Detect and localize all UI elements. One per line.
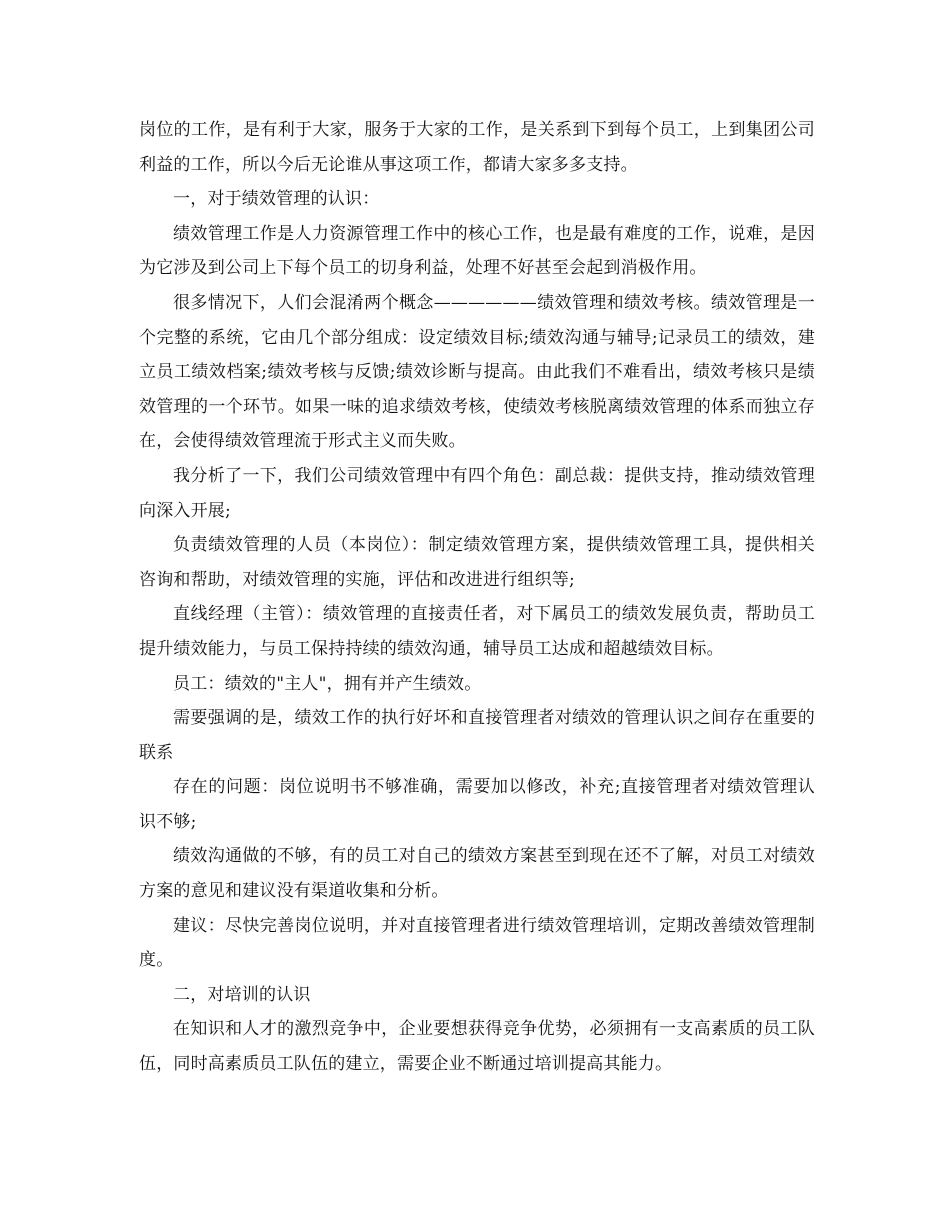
- section-heading-performance: 一，对于绩效管理的认识：: [173, 189, 380, 210]
- paragraph-continued: 岗位的工作，是有利于大家，服务于大家的工作，是关系到下到每个员工，上到集团公司利益的工作，所以今后无论谁从事这项工作，都请大家多多支持。: [139, 120, 815, 175]
- paragraph: 在知识和人才的激烈竞争中，企业要想获得竞争优势，必须拥有一支高素质的员工队伍，同时高素质员工队伍的建立，需要企业不断通过培训提高其能力。: [139, 1019, 815, 1075]
- paragraph: 绩效管理工作是人力资源管理工作中的核心工作，也是最有难度的工作，说难，是因为它涉及到公司上下每个员工的切身利益，处理不好甚至会起到消极作用。: [139, 223, 815, 279]
- paragraph: 存在的问题：岗位说明书不够准确，需要加以修改，补充;直接管理者对绩效管理认识不够;: [139, 777, 815, 832]
- section-heading-training: 二，对培训的认识: [173, 984, 311, 1005]
- paragraph: 直线经理（主管）：绩效管理的直接责任者，对下属员工的绩效发展负责，帮助员工提升绩效能力，与员工保持持续的绩效沟通，辅导员工达成和超越绩效目标。: [139, 604, 815, 659]
- document-page: [139, 113, 815, 1082]
- paragraph: 需要强调的是，绩效工作的执行好坏和直接管理者对绩效的管理认识之间存在重要的联系: [139, 708, 815, 763]
- paragraph: 我分析了一下，我们公司绩效管理中有四个角色：副总裁：提供支持，推动绩效管理向深入开展;: [139, 465, 815, 521]
- paragraph: 负责绩效管理的人员（本岗位）：制定绩效管理方案，提供绩效管理工具，提供相关咨询和帮助，对绩效管理的实施，评估和改进进行组织等;: [139, 535, 815, 590]
- paragraph: 建议：尽快完善岗位说明，并对直接管理者进行绩效管理培训，定期改善绩效管理制度。: [139, 915, 815, 971]
- paragraph: 绩效沟通做的不够，有的员工对自己的绩效方案甚至到现在还不了解，对员工对绩效方案的意见和建议没有渠道收集和分析。: [139, 846, 815, 902]
- paragraph: 很多情况下，人们会混淆两个概念——————绩效管理和绩效考核。绩效管理是一个完整的系统，它由几个部分组成：设定绩效目标;绩效沟通与辅导;记录员工的绩效，建立员工绩效档案;绩效考核与反馈;绩效诊断与提高。由此我们不难看出，绩效考核只是绩效管理的一个环节。如果一味的追求绩效考核，使绩效考核脱离绩效管理的体系而独立存在，会使得绩效管理流于形式主义而失败。: [139, 292, 815, 452]
- paragraph: 员工：绩效的"主人"，拥有并产生绩效。: [173, 673, 482, 694]
